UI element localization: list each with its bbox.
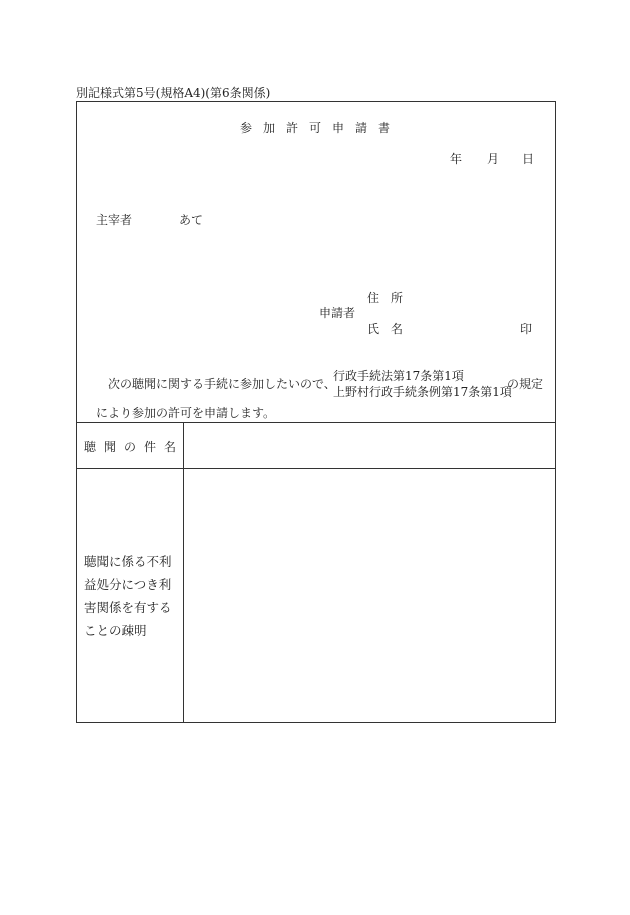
applicant-label: 申請者 <box>319 306 356 320</box>
form-caption: 別記様式第5号(規格A4)(第6条関係) <box>76 86 271 100</box>
seal-mark: 印 <box>520 322 533 336</box>
table-top-rule <box>77 422 555 423</box>
addressee-suffix: あて <box>179 213 204 227</box>
body-tail: の規定 <box>507 377 544 391</box>
interest-statement-label <box>84 550 172 642</box>
name-label: 氏 名 <box>367 322 404 336</box>
body-line-2: により参加の許可を申請します。 <box>96 406 276 420</box>
date-day: 日 <box>522 152 535 166</box>
application-form <box>76 101 556 723</box>
interest-statement-line: 益処分につき利 <box>84 577 172 592</box>
case-name-label: 聴聞の件名 <box>84 440 185 454</box>
form-title: 参加許可申請書 <box>240 121 402 135</box>
law-reference-2: 上野村行政手続条例第17条第1項 <box>333 385 512 399</box>
address-label: 住 所 <box>367 291 404 305</box>
addressee-role: 主宰者 <box>96 213 133 227</box>
interest-statement-line: 害関係を有する <box>84 600 172 615</box>
interest-statement-line: 聴聞に係る不利 <box>84 554 172 569</box>
body-lead: 次の聴聞に関する手続に参加したいので、 <box>108 377 336 391</box>
date-month: 月 <box>487 152 500 166</box>
date-year: 年 <box>450 152 463 166</box>
table-middle-rule <box>77 468 555 469</box>
law-reference-1: 行政手続法第17条第1項 <box>333 369 464 383</box>
interest-statement-line: ことの疎明 <box>84 623 147 638</box>
table-column-rule <box>183 422 184 722</box>
